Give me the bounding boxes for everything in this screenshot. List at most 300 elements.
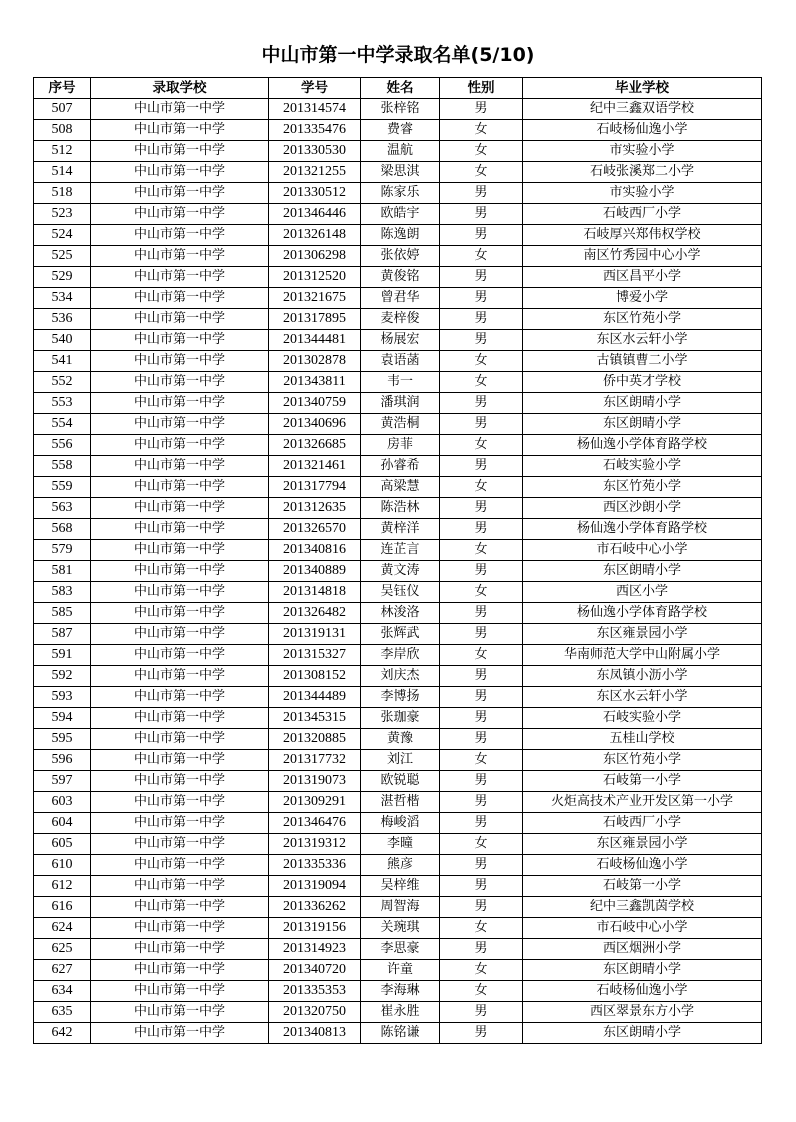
student-id-cell: 201314818 bbox=[269, 582, 361, 603]
gender-cell: 男 bbox=[440, 1023, 523, 1044]
table-row bbox=[34, 225, 762, 246]
table-row bbox=[34, 246, 762, 267]
serial-cell: 593 bbox=[34, 687, 91, 708]
name-cell: 梁思淇 bbox=[361, 162, 440, 183]
gender-cell: 女 bbox=[440, 918, 523, 939]
serial-cell: 592 bbox=[34, 666, 91, 687]
serial-cell: 563 bbox=[34, 498, 91, 519]
serial-cell: 612 bbox=[34, 876, 91, 897]
gender-cell: 女 bbox=[440, 981, 523, 1002]
gender-cell: 男 bbox=[440, 624, 523, 645]
graduate-school-cell: 纪中三鑫双语学校 bbox=[523, 99, 762, 120]
graduate-school-cell: 石岐实验小学 bbox=[523, 708, 762, 729]
table-row bbox=[34, 603, 762, 624]
admitted-school-cell: 中山市第一中学 bbox=[91, 687, 269, 708]
serial-cell: 518 bbox=[34, 183, 91, 204]
admitted-school-cell: 中山市第一中学 bbox=[91, 918, 269, 939]
table-row bbox=[34, 309, 762, 330]
gender-cell: 男 bbox=[440, 561, 523, 582]
name-cell: 李海琳 bbox=[361, 981, 440, 1002]
table-row bbox=[34, 204, 762, 225]
admitted-school-cell: 中山市第一中学 bbox=[91, 414, 269, 435]
student-id-cell: 201315327 bbox=[269, 645, 361, 666]
serial-cell: 512 bbox=[34, 141, 91, 162]
name-cell: 费睿 bbox=[361, 120, 440, 141]
graduate-school-cell: 火炬高技术产业开发区第一小学 bbox=[523, 792, 762, 813]
name-cell: 张珈豪 bbox=[361, 708, 440, 729]
admitted-school-cell: 中山市第一中学 bbox=[91, 561, 269, 582]
gender-cell: 男 bbox=[440, 939, 523, 960]
admission-table bbox=[33, 77, 762, 1044]
gender-cell: 女 bbox=[440, 582, 523, 603]
student-id-cell: 201326482 bbox=[269, 603, 361, 624]
graduate-school-cell: 东凤镇小沥小学 bbox=[523, 666, 762, 687]
student-id-cell: 201302878 bbox=[269, 351, 361, 372]
admitted-school-cell: 中山市第一中学 bbox=[91, 981, 269, 1002]
graduate-school-cell: 东区雍景园小学 bbox=[523, 624, 762, 645]
serial-cell: 558 bbox=[34, 456, 91, 477]
name-cell: 陈家乐 bbox=[361, 183, 440, 204]
name-cell: 刘庆杰 bbox=[361, 666, 440, 687]
header-name: 姓名 bbox=[361, 78, 440, 99]
graduate-school-cell: 石岐杨仙逸小学 bbox=[523, 981, 762, 1002]
graduate-school-cell: 石岐张溪郑二小学 bbox=[523, 162, 762, 183]
admitted-school-cell: 中山市第一中学 bbox=[91, 246, 269, 267]
table-row bbox=[34, 687, 762, 708]
student-id-cell: 201326148 bbox=[269, 225, 361, 246]
gender-cell: 女 bbox=[440, 645, 523, 666]
admitted-school-cell: 中山市第一中学 bbox=[91, 435, 269, 456]
table-row bbox=[34, 351, 762, 372]
table-row bbox=[34, 855, 762, 876]
admitted-school-cell: 中山市第一中学 bbox=[91, 792, 269, 813]
admitted-school-cell: 中山市第一中学 bbox=[91, 645, 269, 666]
admitted-school-cell: 中山市第一中学 bbox=[91, 876, 269, 897]
serial-cell: 554 bbox=[34, 414, 91, 435]
name-cell: 陈浩林 bbox=[361, 498, 440, 519]
serial-cell: 635 bbox=[34, 1002, 91, 1023]
table-row bbox=[34, 519, 762, 540]
table-row bbox=[34, 414, 762, 435]
student-id-cell: 201326685 bbox=[269, 435, 361, 456]
name-cell: 林浚洛 bbox=[361, 603, 440, 624]
student-id-cell: 201343811 bbox=[269, 372, 361, 393]
name-cell: 黄浩桐 bbox=[361, 414, 440, 435]
table-row bbox=[34, 120, 762, 141]
graduate-school-cell: 西区小学 bbox=[523, 582, 762, 603]
serial-cell: 507 bbox=[34, 99, 91, 120]
student-id-cell: 201317895 bbox=[269, 309, 361, 330]
admitted-school-cell: 中山市第一中学 bbox=[91, 897, 269, 918]
admitted-school-cell: 中山市第一中学 bbox=[91, 624, 269, 645]
serial-cell: 579 bbox=[34, 540, 91, 561]
student-id-cell: 201321675 bbox=[269, 288, 361, 309]
gender-cell: 女 bbox=[440, 750, 523, 771]
table-row bbox=[34, 876, 762, 897]
serial-cell: 634 bbox=[34, 981, 91, 1002]
gender-cell: 女 bbox=[440, 162, 523, 183]
name-cell: 吴梓维 bbox=[361, 876, 440, 897]
serial-cell: 556 bbox=[34, 435, 91, 456]
table-row bbox=[34, 666, 762, 687]
table-row bbox=[34, 813, 762, 834]
student-id-cell: 201345315 bbox=[269, 708, 361, 729]
graduate-school-cell: 市实验小学 bbox=[523, 141, 762, 162]
table-row bbox=[34, 1002, 762, 1023]
graduate-school-cell: 博爱小学 bbox=[523, 288, 762, 309]
student-id-cell: 201320750 bbox=[269, 1002, 361, 1023]
gender-cell: 女 bbox=[440, 435, 523, 456]
table-row bbox=[34, 99, 762, 120]
table-row bbox=[34, 645, 762, 666]
admitted-school-cell: 中山市第一中学 bbox=[91, 309, 269, 330]
graduate-school-cell: 杨仙逸小学体育路学校 bbox=[523, 603, 762, 624]
serial-cell: 525 bbox=[34, 246, 91, 267]
gender-cell: 男 bbox=[440, 666, 523, 687]
student-id-cell: 201319312 bbox=[269, 834, 361, 855]
name-cell: 刘江 bbox=[361, 750, 440, 771]
graduate-school-cell: 石岐第一小学 bbox=[523, 771, 762, 792]
name-cell: 欧锐聪 bbox=[361, 771, 440, 792]
graduate-school-cell: 西区翠景东方小学 bbox=[523, 1002, 762, 1023]
table-row bbox=[34, 456, 762, 477]
serial-cell: 597 bbox=[34, 771, 91, 792]
student-id-cell: 201319131 bbox=[269, 624, 361, 645]
gender-cell: 男 bbox=[440, 309, 523, 330]
gender-cell: 女 bbox=[440, 372, 523, 393]
admitted-school-cell: 中山市第一中学 bbox=[91, 498, 269, 519]
graduate-school-cell: 东区朗晴小学 bbox=[523, 561, 762, 582]
gender-cell: 男 bbox=[440, 393, 523, 414]
table-body bbox=[34, 99, 762, 1044]
gender-cell: 女 bbox=[440, 246, 523, 267]
serial-cell: 568 bbox=[34, 519, 91, 540]
table-row bbox=[34, 792, 762, 813]
graduate-school-cell: 东区竹苑小学 bbox=[523, 750, 762, 771]
gender-cell: 女 bbox=[440, 540, 523, 561]
admitted-school-cell: 中山市第一中学 bbox=[91, 330, 269, 351]
gender-cell: 男 bbox=[440, 708, 523, 729]
student-id-cell: 201340816 bbox=[269, 540, 361, 561]
serial-cell: 591 bbox=[34, 645, 91, 666]
table-row bbox=[34, 540, 762, 561]
name-cell: 周智海 bbox=[361, 897, 440, 918]
table-row bbox=[34, 393, 762, 414]
serial-cell: 596 bbox=[34, 750, 91, 771]
graduate-school-cell: 石岐杨仙逸小学 bbox=[523, 855, 762, 876]
student-id-cell: 201335353 bbox=[269, 981, 361, 1002]
name-cell: 黄俊铭 bbox=[361, 267, 440, 288]
student-id-cell: 201309291 bbox=[269, 792, 361, 813]
name-cell: 许童 bbox=[361, 960, 440, 981]
student-id-cell: 201319073 bbox=[269, 771, 361, 792]
name-cell: 曾君华 bbox=[361, 288, 440, 309]
student-id-cell: 201340813 bbox=[269, 1023, 361, 1044]
gender-cell: 男 bbox=[440, 204, 523, 225]
admitted-school-cell: 中山市第一中学 bbox=[91, 456, 269, 477]
name-cell: 关琬琪 bbox=[361, 918, 440, 939]
graduate-school-cell: 东区朗晴小学 bbox=[523, 1023, 762, 1044]
table-row bbox=[34, 141, 762, 162]
table-row bbox=[34, 918, 762, 939]
student-id-cell: 201317794 bbox=[269, 477, 361, 498]
name-cell: 熊彦 bbox=[361, 855, 440, 876]
admitted-school-cell: 中山市第一中学 bbox=[91, 582, 269, 603]
name-cell: 张辉武 bbox=[361, 624, 440, 645]
serial-cell: 585 bbox=[34, 603, 91, 624]
serial-cell: 604 bbox=[34, 813, 91, 834]
table-row bbox=[34, 729, 762, 750]
serial-cell: 603 bbox=[34, 792, 91, 813]
name-cell: 黄梓洋 bbox=[361, 519, 440, 540]
student-id-cell: 201335476 bbox=[269, 120, 361, 141]
gender-cell: 男 bbox=[440, 876, 523, 897]
gender-cell: 男 bbox=[440, 99, 523, 120]
graduate-school-cell: 五桂山学校 bbox=[523, 729, 762, 750]
student-id-cell: 201344489 bbox=[269, 687, 361, 708]
graduate-school-cell: 华南师范大学中山附属小学 bbox=[523, 645, 762, 666]
header-serial: 序号 bbox=[34, 78, 91, 99]
table-row bbox=[34, 960, 762, 981]
name-cell: 李岸欣 bbox=[361, 645, 440, 666]
graduate-school-cell: 东区水云轩小学 bbox=[523, 687, 762, 708]
serial-cell: 536 bbox=[34, 309, 91, 330]
gender-cell: 男 bbox=[440, 330, 523, 351]
serial-cell: 616 bbox=[34, 897, 91, 918]
gender-cell: 男 bbox=[440, 897, 523, 918]
gender-cell: 男 bbox=[440, 267, 523, 288]
gender-cell: 男 bbox=[440, 498, 523, 519]
serial-cell: 552 bbox=[34, 372, 91, 393]
graduate-school-cell: 石岐厚兴郑伟权学校 bbox=[523, 225, 762, 246]
table-row bbox=[34, 498, 762, 519]
serial-cell: 583 bbox=[34, 582, 91, 603]
header-gender: 性别 bbox=[440, 78, 523, 99]
table-row bbox=[34, 834, 762, 855]
table-row bbox=[34, 267, 762, 288]
name-cell: 李博扬 bbox=[361, 687, 440, 708]
gender-cell: 女 bbox=[440, 351, 523, 372]
admitted-school-cell: 中山市第一中学 bbox=[91, 834, 269, 855]
table-header-row bbox=[34, 78, 762, 99]
name-cell: 韦一 bbox=[361, 372, 440, 393]
table-row bbox=[34, 330, 762, 351]
graduate-school-cell: 市实验小学 bbox=[523, 183, 762, 204]
table-row bbox=[34, 372, 762, 393]
admitted-school-cell: 中山市第一中学 bbox=[91, 477, 269, 498]
serial-cell: 559 bbox=[34, 477, 91, 498]
admitted-school-cell: 中山市第一中学 bbox=[91, 393, 269, 414]
graduate-school-cell: 南区竹秀园中心小学 bbox=[523, 246, 762, 267]
serial-cell: 624 bbox=[34, 918, 91, 939]
gender-cell: 男 bbox=[440, 813, 523, 834]
serial-cell: 534 bbox=[34, 288, 91, 309]
table-row bbox=[34, 183, 762, 204]
name-cell: 潘琪润 bbox=[361, 393, 440, 414]
graduate-school-cell: 西区昌平小学 bbox=[523, 267, 762, 288]
student-id-cell: 201314923 bbox=[269, 939, 361, 960]
gender-cell: 男 bbox=[440, 183, 523, 204]
serial-cell: 523 bbox=[34, 204, 91, 225]
name-cell: 黄文涛 bbox=[361, 561, 440, 582]
graduate-school-cell: 东区水云轩小学 bbox=[523, 330, 762, 351]
admitted-school-cell: 中山市第一中学 bbox=[91, 372, 269, 393]
table-row bbox=[34, 162, 762, 183]
serial-cell: 642 bbox=[34, 1023, 91, 1044]
table-row bbox=[34, 582, 762, 603]
student-id-cell: 201346476 bbox=[269, 813, 361, 834]
serial-cell: 627 bbox=[34, 960, 91, 981]
student-id-cell: 201319156 bbox=[269, 918, 361, 939]
name-cell: 陈逸朗 bbox=[361, 225, 440, 246]
admitted-school-cell: 中山市第一中学 bbox=[91, 666, 269, 687]
admitted-school-cell: 中山市第一中学 bbox=[91, 771, 269, 792]
gender-cell: 男 bbox=[440, 456, 523, 477]
student-id-cell: 201312635 bbox=[269, 498, 361, 519]
student-id-cell: 201326570 bbox=[269, 519, 361, 540]
serial-cell: 581 bbox=[34, 561, 91, 582]
gender-cell: 男 bbox=[440, 519, 523, 540]
header-admitted-school: 录取学校 bbox=[91, 78, 269, 99]
admitted-school-cell: 中山市第一中学 bbox=[91, 183, 269, 204]
graduate-school-cell: 西区烟洲小学 bbox=[523, 939, 762, 960]
student-id-cell: 201321255 bbox=[269, 162, 361, 183]
graduate-school-cell: 石岐西厂小学 bbox=[523, 204, 762, 225]
admitted-school-cell: 中山市第一中学 bbox=[91, 204, 269, 225]
graduate-school-cell: 杨仙逸小学体育路学校 bbox=[523, 519, 762, 540]
header-student-id: 学号 bbox=[269, 78, 361, 99]
table-row bbox=[34, 477, 762, 498]
student-id-cell: 201340759 bbox=[269, 393, 361, 414]
table-row bbox=[34, 708, 762, 729]
table-row bbox=[34, 624, 762, 645]
name-cell: 欧皓宇 bbox=[361, 204, 440, 225]
admitted-school-cell: 中山市第一中学 bbox=[91, 141, 269, 162]
name-cell: 李思豪 bbox=[361, 939, 440, 960]
admitted-school-cell: 中山市第一中学 bbox=[91, 1002, 269, 1023]
table-row bbox=[34, 981, 762, 1002]
name-cell: 连芷言 bbox=[361, 540, 440, 561]
graduate-school-cell: 石岐杨仙逸小学 bbox=[523, 120, 762, 141]
student-id-cell: 201321461 bbox=[269, 456, 361, 477]
name-cell: 崔永胜 bbox=[361, 1002, 440, 1023]
serial-cell: 514 bbox=[34, 162, 91, 183]
graduate-school-cell: 东区雍景园小学 bbox=[523, 834, 762, 855]
name-cell: 吴钰仪 bbox=[361, 582, 440, 603]
gender-cell: 男 bbox=[440, 771, 523, 792]
admitted-school-cell: 中山市第一中学 bbox=[91, 750, 269, 771]
student-id-cell: 201344481 bbox=[269, 330, 361, 351]
student-id-cell: 201330530 bbox=[269, 141, 361, 162]
admitted-school-cell: 中山市第一中学 bbox=[91, 99, 269, 120]
gender-cell: 女 bbox=[440, 120, 523, 141]
admitted-school-cell: 中山市第一中学 bbox=[91, 267, 269, 288]
graduate-school-cell: 侨中英才学校 bbox=[523, 372, 762, 393]
gender-cell: 女 bbox=[440, 141, 523, 162]
graduate-school-cell: 石岐西厂小学 bbox=[523, 813, 762, 834]
serial-cell: 610 bbox=[34, 855, 91, 876]
name-cell: 黄豫 bbox=[361, 729, 440, 750]
student-id-cell: 201312520 bbox=[269, 267, 361, 288]
name-cell: 高梁慧 bbox=[361, 477, 440, 498]
name-cell: 袁语菡 bbox=[361, 351, 440, 372]
graduate-school-cell: 市石岐中心小学 bbox=[523, 540, 762, 561]
gender-cell: 男 bbox=[440, 1002, 523, 1023]
gender-cell: 男 bbox=[440, 288, 523, 309]
admitted-school-cell: 中山市第一中学 bbox=[91, 1023, 269, 1044]
student-id-cell: 201314574 bbox=[269, 99, 361, 120]
graduate-school-cell: 市石岐中心小学 bbox=[523, 918, 762, 939]
student-id-cell: 201336262 bbox=[269, 897, 361, 918]
student-id-cell: 201320885 bbox=[269, 729, 361, 750]
table-row bbox=[34, 1023, 762, 1044]
admitted-school-cell: 中山市第一中学 bbox=[91, 855, 269, 876]
graduate-school-cell: 东区竹苑小学 bbox=[523, 477, 762, 498]
student-id-cell: 201306298 bbox=[269, 246, 361, 267]
graduate-school-cell: 石岐第一小学 bbox=[523, 876, 762, 897]
gender-cell: 男 bbox=[440, 225, 523, 246]
admitted-school-cell: 中山市第一中学 bbox=[91, 288, 269, 309]
admitted-school-cell: 中山市第一中学 bbox=[91, 225, 269, 246]
gender-cell: 男 bbox=[440, 687, 523, 708]
student-id-cell: 201319094 bbox=[269, 876, 361, 897]
name-cell: 张依婷 bbox=[361, 246, 440, 267]
admitted-school-cell: 中山市第一中学 bbox=[91, 939, 269, 960]
table-row bbox=[34, 939, 762, 960]
graduate-school-cell: 东区朗晴小学 bbox=[523, 960, 762, 981]
name-cell: 陈铭谦 bbox=[361, 1023, 440, 1044]
graduate-school-cell: 东区朗晴小学 bbox=[523, 414, 762, 435]
student-id-cell: 201340720 bbox=[269, 960, 361, 981]
name-cell: 孙睿希 bbox=[361, 456, 440, 477]
admitted-school-cell: 中山市第一中学 bbox=[91, 351, 269, 372]
gender-cell: 男 bbox=[440, 729, 523, 750]
serial-cell: 553 bbox=[34, 393, 91, 414]
table-row bbox=[34, 435, 762, 456]
serial-cell: 529 bbox=[34, 267, 91, 288]
serial-cell: 541 bbox=[34, 351, 91, 372]
name-cell: 湛哲楷 bbox=[361, 792, 440, 813]
graduate-school-cell: 纪中三鑫凯茵学校 bbox=[523, 897, 762, 918]
admitted-school-cell: 中山市第一中学 bbox=[91, 540, 269, 561]
gender-cell: 女 bbox=[440, 960, 523, 981]
gender-cell: 女 bbox=[440, 477, 523, 498]
name-cell: 麦梓俊 bbox=[361, 309, 440, 330]
student-id-cell: 201317732 bbox=[269, 750, 361, 771]
graduate-school-cell: 石岐实验小学 bbox=[523, 456, 762, 477]
serial-cell: 524 bbox=[34, 225, 91, 246]
student-id-cell: 201340889 bbox=[269, 561, 361, 582]
serial-cell: 605 bbox=[34, 834, 91, 855]
admitted-school-cell: 中山市第一中学 bbox=[91, 729, 269, 750]
table-row bbox=[34, 750, 762, 771]
serial-cell: 625 bbox=[34, 939, 91, 960]
student-id-cell: 201308152 bbox=[269, 666, 361, 687]
table-row bbox=[34, 288, 762, 309]
graduate-school-cell: 西区沙朗小学 bbox=[523, 498, 762, 519]
admitted-school-cell: 中山市第一中学 bbox=[91, 960, 269, 981]
serial-cell: 508 bbox=[34, 120, 91, 141]
graduate-school-cell: 东区朗晴小学 bbox=[523, 393, 762, 414]
admitted-school-cell: 中山市第一中学 bbox=[91, 519, 269, 540]
serial-cell: 540 bbox=[34, 330, 91, 351]
name-cell: 张梓铭 bbox=[361, 99, 440, 120]
gender-cell: 男 bbox=[440, 855, 523, 876]
page-title: 中山市第一中学录取名单(5/10) bbox=[261, 44, 535, 66]
serial-cell: 594 bbox=[34, 708, 91, 729]
serial-cell: 595 bbox=[34, 729, 91, 750]
gender-cell: 女 bbox=[440, 834, 523, 855]
